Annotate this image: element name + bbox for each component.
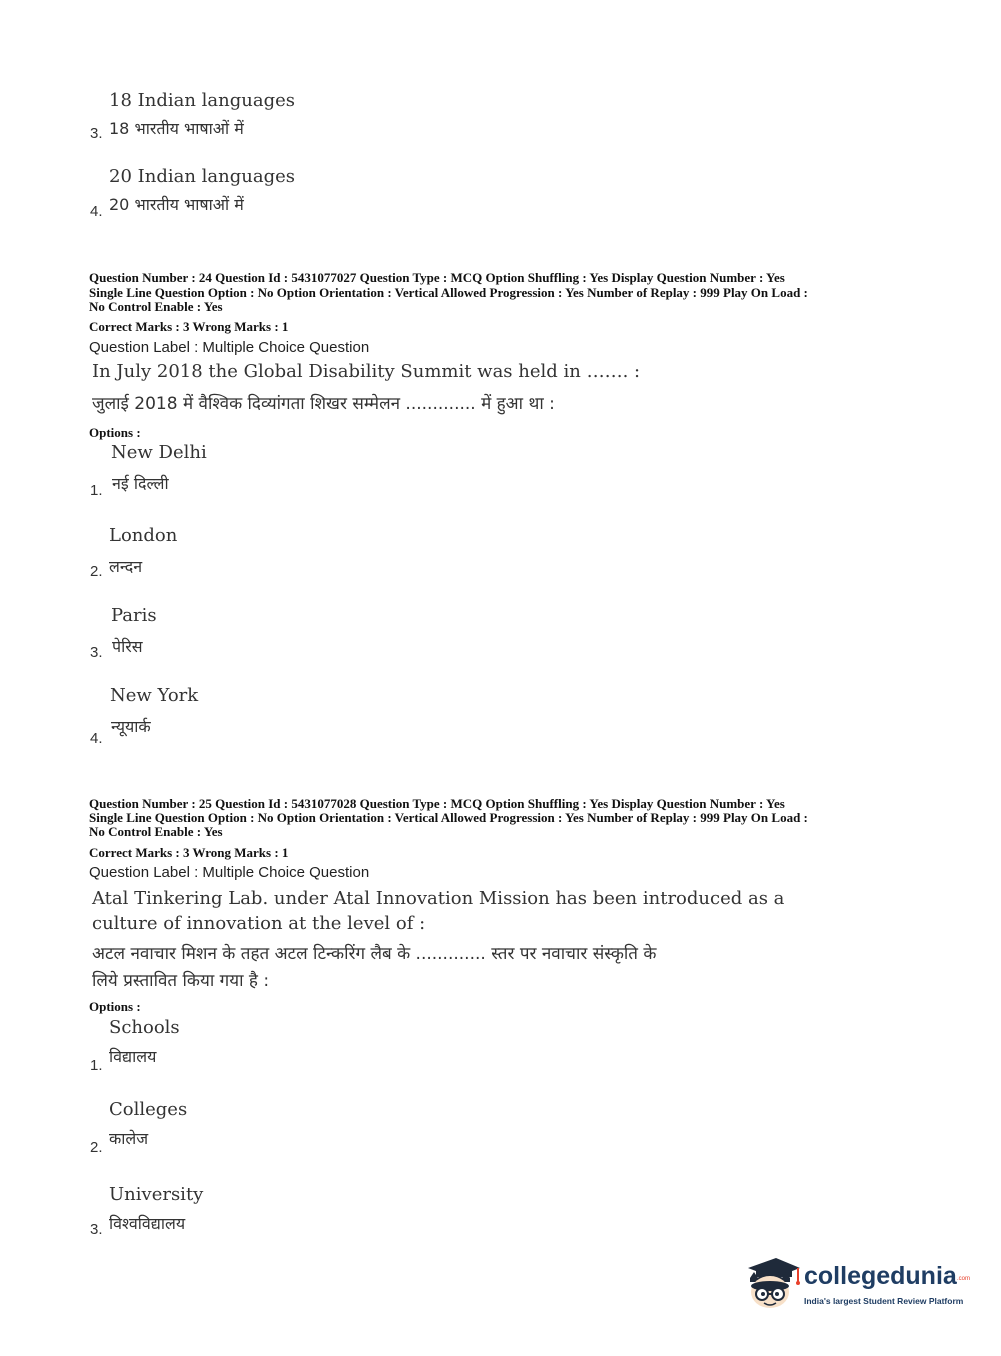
option-text-hi: विद्यालय — [109, 1047, 157, 1066]
option-number: 3. — [90, 644, 103, 661]
logo-suffix: .com — [957, 1276, 971, 1282]
question-meta-line: No Control Enable : Yes — [89, 824, 223, 839]
question-text-en: culture of innovation at the level of : — [92, 913, 426, 934]
option-text-en: New Delhi — [111, 442, 207, 463]
question-meta-line: Single Line Question Option : No Option Orientation : Vertical Allowed Progression : Yes Number of Replay : 999 Play On Load : — [89, 810, 808, 825]
question-text-hi: लिये प्रस्तावित किया गया है : — [92, 971, 270, 991]
question-meta-line: Question Number : 25 Question Id : 5431077028 Question Type : MCQ Option Shuffling : Yes Display Question Number : Yes — [89, 796, 785, 811]
option-number: 4. — [90, 203, 103, 220]
question-text-en: In July 2018 the Global Disability Summit was held in ……. : — [92, 361, 641, 382]
option-text-en: New York — [110, 685, 199, 706]
options-heading: Options : — [89, 999, 141, 1014]
option-number: 4. — [90, 730, 103, 747]
question-meta-line: Question Number : 24 Question Id : 5431077027 Question Type : MCQ Option Shuffling : Yes Display Question Number : Yes — [89, 270, 785, 285]
question-meta-line: Single Line Question Option : No Option Orientation : Vertical Allowed Progression : Yes Number of Replay : 999 Play On Load : — [89, 285, 808, 300]
option-text-en: Colleges — [109, 1099, 188, 1120]
option-text-hi: 18 भारतीय भाषाओं में — [109, 119, 244, 138]
option-number: 1. — [90, 1057, 103, 1074]
option-number: 2. — [90, 1139, 103, 1156]
option-text-hi: न्यूयार्क — [111, 717, 151, 736]
question-label: Question Label : Multiple Choice Question — [89, 339, 370, 356]
option-text-hi: कालेज — [109, 1129, 149, 1148]
options-heading: Options : — [89, 425, 141, 440]
logo-wordmark: collegedunia — [804, 1262, 957, 1290]
question-label: Question Label : Multiple Choice Question — [89, 864, 370, 881]
option-text-hi: नई दिल्ली — [112, 474, 169, 493]
question-marks: Correct Marks : 3 Wrong Marks : 1 — [89, 319, 289, 334]
question-text-en: Atal Tinkering Lab. under Atal Innovation Mission has been introduced as a — [92, 888, 785, 909]
logo-tagline: India's largest Student Review Platform — [804, 1296, 964, 1306]
option-text-hi: विश्वविद्यालय — [109, 1214, 186, 1233]
option-text-en: Schools — [109, 1017, 180, 1038]
option-text-hi: पेरिस — [112, 637, 143, 656]
question-text-hi: जुलाई 2018 में वैश्विक दिव्यांगता शिखर सम्मेलन ............. में हुआ था : — [92, 394, 555, 414]
mascot-icon — [742, 1252, 802, 1312]
question-text-hi: अटल नवाचार मिशन के तहत अटल टिन्करिंग लैब के ............. स्तर पर नवाचार संस्कृति के — [92, 944, 657, 964]
question-marks: Correct Marks : 3 Wrong Marks : 1 — [89, 845, 289, 860]
option-number: 3. — [90, 125, 103, 142]
option-number: 3. — [90, 1221, 103, 1238]
collegedunia-logo[interactable] — [742, 1250, 971, 1314]
option-text-en: 20 Indian languages — [109, 166, 295, 187]
option-text-hi: लन्दन — [109, 557, 143, 576]
option-text-hi: 20 भारतीय भाषाओं में — [109, 195, 244, 214]
question-meta-line: No Control Enable : Yes — [89, 299, 223, 314]
option-text-en: Paris — [111, 605, 157, 626]
option-number: 1. — [90, 482, 103, 499]
option-text-en: 18 Indian languages — [109, 90, 295, 111]
option-text-en: London — [109, 525, 178, 546]
option-number: 2. — [90, 563, 103, 580]
option-text-en: University — [109, 1184, 204, 1205]
